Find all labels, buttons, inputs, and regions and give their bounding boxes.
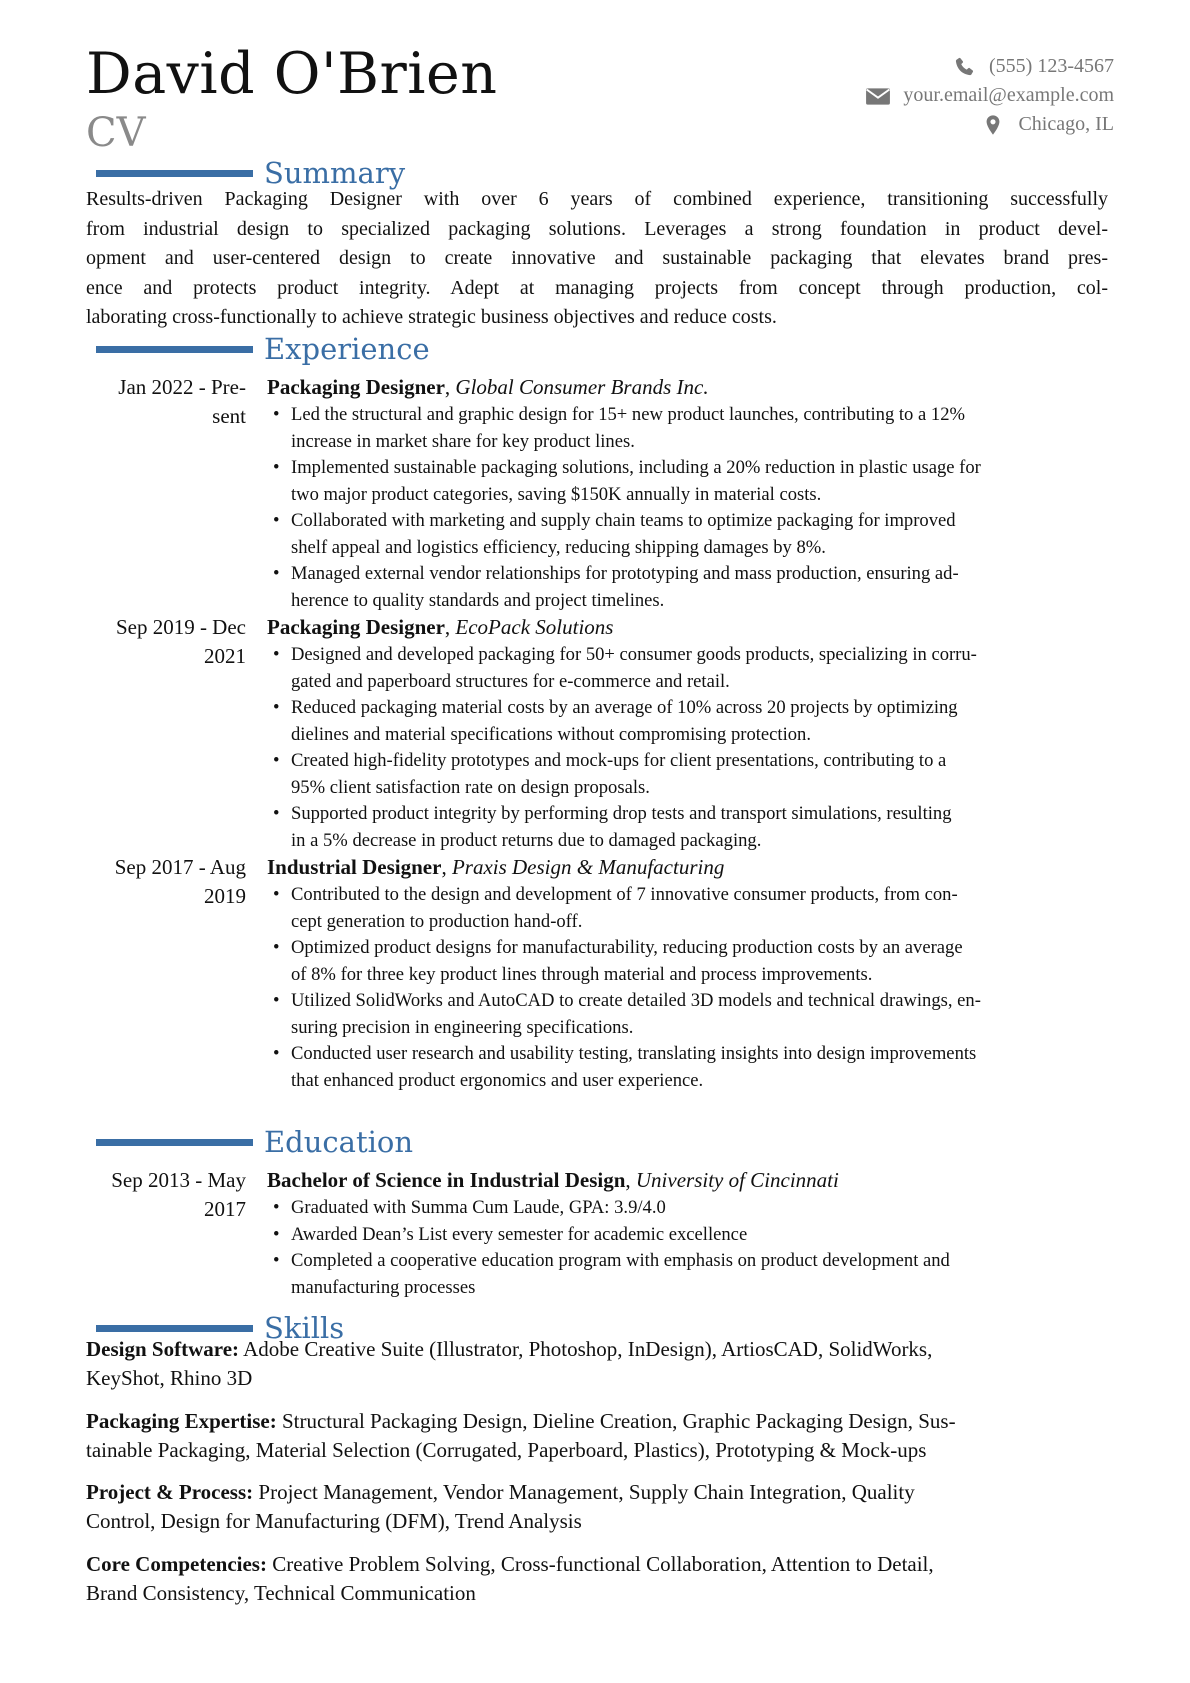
bullet-line: • Graduated with Summa Cum Laude, GPA: 3.9/4.0 (291, 1197, 666, 1218)
bullet-item (267, 402, 1103, 455)
job-title: Industrial Designer (267, 855, 442, 879)
entry-body (267, 613, 1103, 854)
bullet-line: • Reduced packaging material costs by an average of 10% across 20 projects by optimizing (291, 697, 958, 718)
section-education-heading (96, 1124, 413, 1160)
section-bar (96, 1325, 253, 1332)
bullet-line: of 8% for three key product lines through material and process improvements. (291, 963, 873, 985)
phone-icon (951, 56, 977, 78)
summary-line: opment and user-centered design to create innovative and sustainable packaging that elevates brand pres- (86, 247, 1108, 270)
skill-line (86, 1478, 1116, 1507)
summary-line: ence and protects product integrity. Adept at managing projects from concept through production, col- (86, 276, 1108, 299)
date-line: Sep 2019 - Dec (115, 615, 246, 639)
bullet-line: dielines and material specifications without compromising protection. (291, 723, 811, 745)
bullet-line: • Collaborated with marketing and supply chain teams to optimize packaging for improved (291, 510, 956, 531)
bullet-line: • Conducted user research and usability testing, translating insights into design improvements (291, 1043, 977, 1064)
date-line: Sep 2013 - May (111, 1168, 246, 1192)
entry-body (267, 853, 1103, 1094)
bullet-line: suring precision in engineering specifications. (291, 1016, 634, 1038)
skill-group (86, 1478, 1116, 1536)
section-title: Skills (264, 1311, 345, 1345)
section-bar (96, 1139, 253, 1146)
skill-text: Creative Problem Solving, Cross-functional Collaboration, Attention to Detail, (266, 1551, 934, 1576)
bullet-line: cept generation to production hand-off. (291, 910, 583, 932)
bullet-line: • Led the structural and graphic design for 15+ new product launches, contributing to a 12% (291, 404, 965, 425)
skill-group (86, 1407, 1116, 1465)
bullet-item (267, 455, 1103, 508)
skill-group (86, 1335, 1116, 1393)
date-line: sent (212, 404, 246, 428)
contact-location (694, 110, 1114, 139)
summary-line: Results-driven Packaging Designer with over 6 years of combined experience, transitioning successfully (86, 188, 1108, 210)
degree-title: Bachelor of Science in Industrial Design (267, 1168, 626, 1192)
section-bar (96, 346, 253, 353)
bullet-line: • Supported product integrity by performing drop tests and transport simulations, resulting (291, 803, 952, 824)
bullet-line: • Completed a cooperative education program with emphasis on product development and (291, 1250, 950, 1271)
bullet-line: • Created high-fidelity prototypes and mock-ups for client presentations, contributing to a (291, 750, 947, 771)
bullet-line: • Designed and developed packaging for 50+ consumer goods products, specializing in corru- (291, 644, 977, 665)
date-line: 2019 (204, 884, 246, 908)
section-title: Education (264, 1125, 414, 1159)
bullet-line: • Optimized product designs for manufacturability, reducing production costs by an average (291, 937, 963, 958)
bullet-item (267, 1195, 1103, 1222)
date-line: 2021 (204, 644, 246, 668)
entry-body (267, 1166, 1103, 1301)
entry-date (86, 613, 246, 671)
section-bar (96, 170, 253, 177)
bullet-item (267, 561, 1103, 614)
bullet-line: herence to quality standards and project timelines. (291, 589, 665, 611)
skill-text: Structural Packaging Design, Dieline Creation, Graphic Packaging Design, Sus- (276, 1408, 956, 1433)
bullet-item (267, 1222, 1103, 1249)
bullet-line: in a 5% decrease in product returns due to damaged packaging. (291, 829, 762, 851)
job-title: Packaging Designer (267, 615, 445, 639)
bullet-line: increase in market share for key product lines. (291, 430, 635, 452)
bullet-line: • Utilized SolidWorks and AutoCAD to create detailed 3D models and technical drawings, en- (291, 990, 981, 1011)
skill-group (86, 1550, 1116, 1608)
skill-line (86, 1335, 1116, 1364)
institution-name: University of Cincinnati (635, 1168, 839, 1192)
company-name: Global Consumer Brands Inc. (455, 375, 709, 399)
bullet-line: manufacturing processes (291, 1276, 476, 1298)
bullet-item (267, 1248, 1103, 1301)
date-line: Sep 2017 - Aug (114, 855, 246, 879)
bullet-line: gated and paperboard structures for e-commerce and retail. (291, 670, 730, 692)
company-name: Praxis Design & Manufacturing (451, 855, 725, 879)
phone-text: (555) 123-4567 (989, 55, 1114, 77)
skill-label: Core Competencies: (86, 1551, 267, 1576)
summary-paragraph (86, 185, 1108, 333)
entry-heading: Industrial Designer, Praxis Design & Manufacturing (267, 855, 725, 879)
document-type: CV (86, 110, 146, 156)
bullet-list (267, 882, 1103, 1094)
section-experience-heading (96, 331, 430, 367)
bullet-line: shelf appeal and logistics efficiency, reducing shipping damages by 8%. (291, 536, 826, 558)
bullet-item (267, 642, 1103, 695)
section-title: Experience (264, 332, 430, 366)
bullet-line: • Managed external vendor relationships for prototyping and mass production, ensuring ad- (291, 563, 959, 584)
bullet-item (267, 935, 1103, 988)
entry-heading: Packaging Designer, Global Consumer Brands Inc. (267, 375, 709, 399)
entry-body (267, 373, 1103, 614)
bullet-line: • Contributed to the design and development of 7 innovative consumer products, from con- (291, 884, 958, 905)
entry-date (86, 853, 246, 911)
bullet-item (267, 508, 1103, 561)
entry-heading: Packaging Designer, EcoPack Solutions (267, 615, 614, 639)
skill-line: Control, Design for Manufacturing (DFM), Trend Analysis (86, 1509, 582, 1533)
date-line: 2017 (204, 1197, 246, 1221)
skill-line (86, 1407, 1116, 1436)
bullet-item (267, 695, 1103, 748)
bullet-item (267, 882, 1103, 935)
skill-text: Adobe Creative Suite (Illustrator, Photoshop, InDesign), ArtiosCAD, SolidWorks, (239, 1337, 933, 1361)
bullet-list (267, 402, 1103, 614)
entry-date (86, 1166, 246, 1224)
skill-line: tainable Packaging, Material Selection (Corrugated, Paperboard, Plastics), Prototyping & Mock-ups (86, 1437, 927, 1462)
bullet-item (267, 988, 1103, 1041)
location-text: Chicago, IL (1018, 113, 1114, 135)
entry-date (86, 373, 246, 431)
skill-line: Brand Consistency, Technical Communication (86, 1580, 476, 1605)
date-line: Jan 2022 - Pre- (118, 375, 246, 399)
envelope-icon (865, 85, 891, 107)
contact-block (694, 52, 1114, 139)
contact-email[interactable] (694, 81, 1114, 110)
section-title: Summary (264, 156, 406, 190)
bullet-item (267, 801, 1103, 854)
skill-line: KeyShot, Rhino 3D (86, 1366, 253, 1390)
email-text: your.email@example.com (903, 84, 1114, 106)
company-name: EcoPack Solutions (455, 615, 614, 639)
map-pin-icon (980, 114, 1006, 136)
entry-heading: Bachelor of Science in Industrial Design, University of Cincinnati (267, 1168, 839, 1192)
skill-line (86, 1550, 1116, 1579)
bullet-item (267, 1041, 1103, 1094)
contact-phone[interactable] (694, 52, 1114, 81)
skills-list (86, 1335, 1116, 1621)
skill-label: Project & Process: (86, 1480, 254, 1504)
person-name: David O'Brien (86, 41, 498, 107)
bullet-line: 95% client satisfaction rate on design proposals. (291, 776, 650, 798)
skill-label: Design Software: (86, 1337, 240, 1361)
bullet-list (267, 1195, 1103, 1301)
bullet-item (267, 748, 1103, 801)
bullet-line: two major product categories, saving $150K annually in material costs. (291, 483, 822, 505)
summary-line: from industrial design to specialized packaging solutions. Leverages a strong foundation in product devel- (86, 217, 1108, 240)
bullet-list (267, 642, 1103, 854)
skill-text: Project Management, Vendor Management, Supply Chain Integration, Quality (253, 1480, 915, 1504)
job-title: Packaging Designer (267, 375, 445, 399)
skill-label: Packaging Expertise: (86, 1408, 277, 1433)
bullet-line: that enhanced product ergonomics and user experience. (291, 1069, 704, 1091)
bullet-line: • Implemented sustainable packaging solutions, including a 20% reduction in plastic usage for (291, 457, 981, 478)
bullet-line: • Awarded Dean’s List every semester for academic excellence (291, 1223, 748, 1245)
summary-line: laborating cross-functionally to achieve strategic business objectives and reduce costs. (86, 306, 777, 329)
